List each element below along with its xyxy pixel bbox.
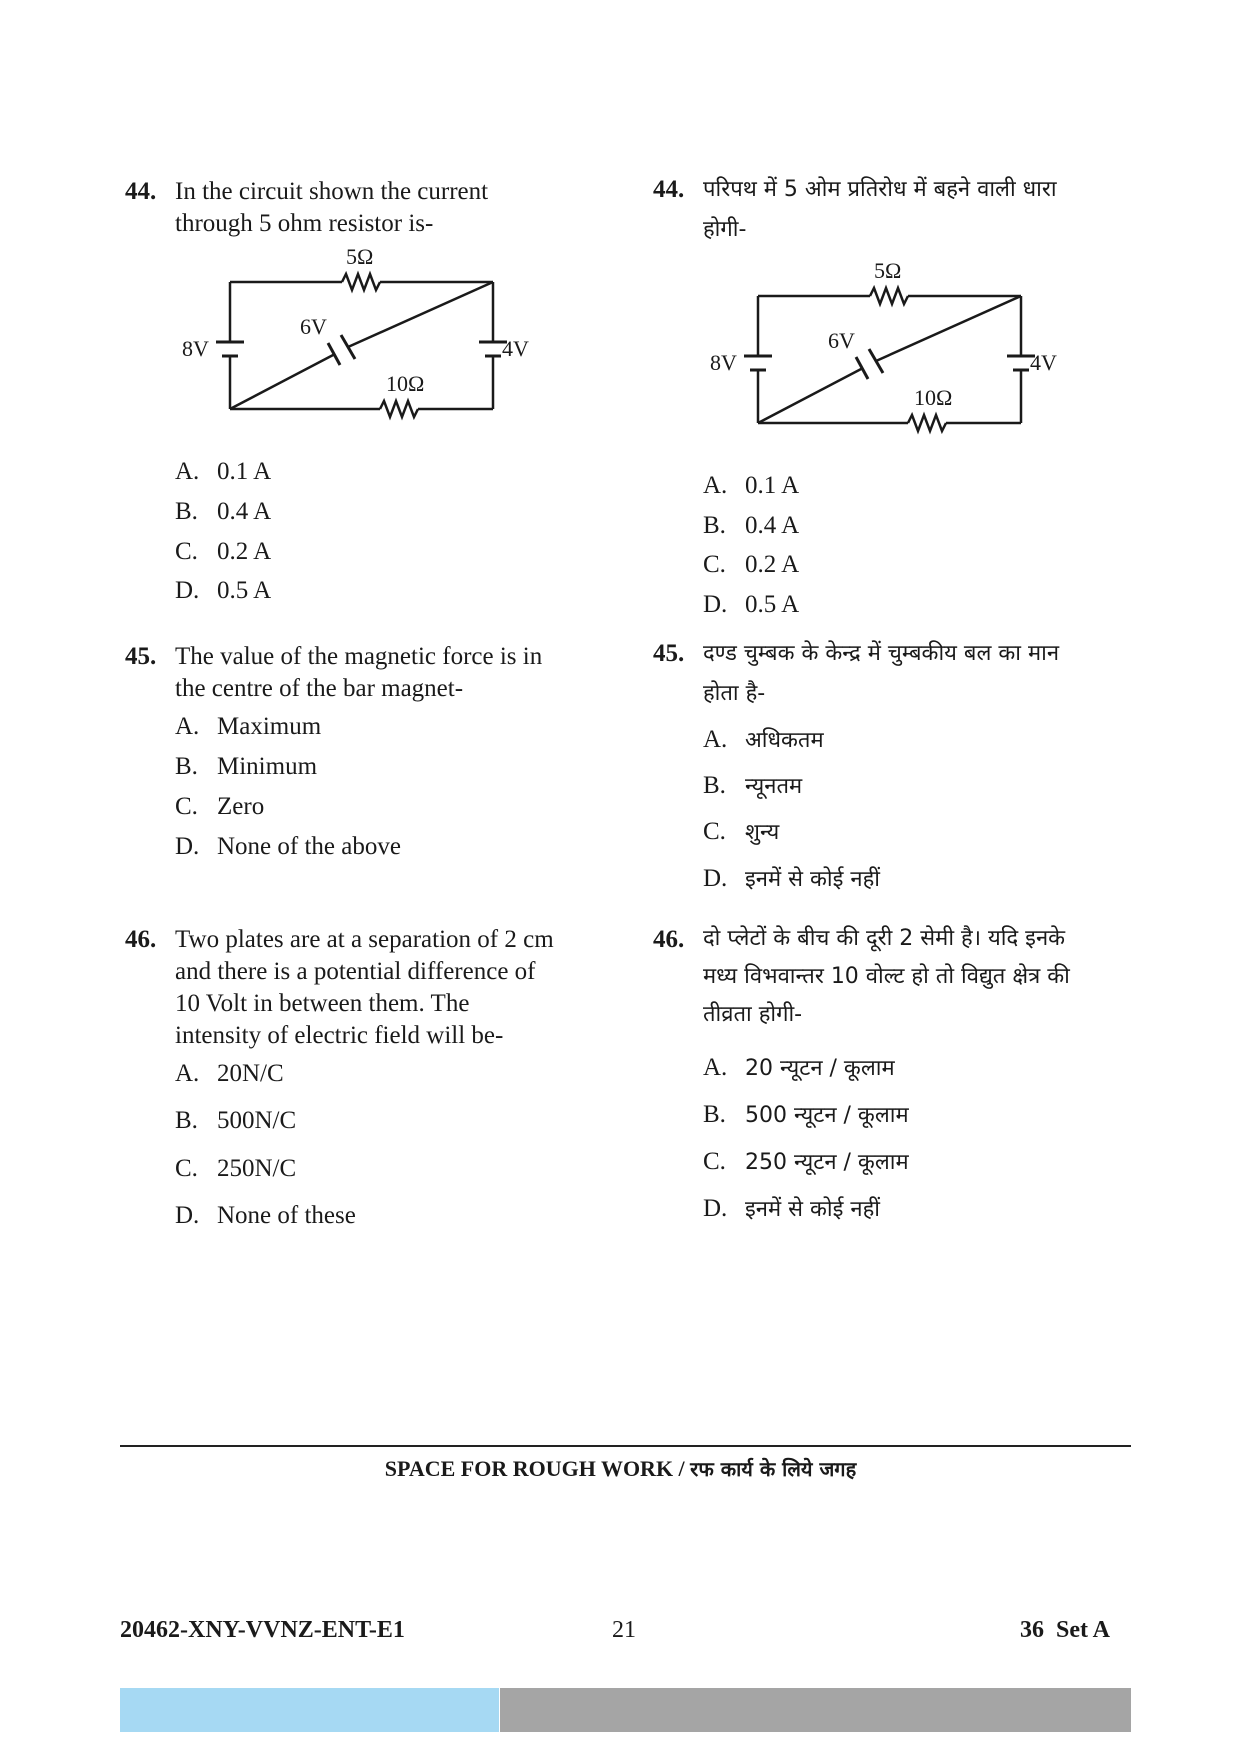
battery-diag-plate-a	[856, 357, 868, 379]
option-a[interactable]: A. 20N/C	[175, 1060, 284, 1087]
label-4v: 4V	[502, 336, 529, 361]
option-a[interactable]: A. 20 न्यूटन / कूलाम	[703, 1054, 895, 1081]
question-number: 45.	[125, 643, 157, 670]
question-line: होता है-	[703, 681, 766, 706]
question-line: होगी-	[703, 217, 747, 242]
question-number: 46.	[125, 926, 157, 953]
question-line: Two plates are at a separation of 2 cm	[175, 926, 554, 953]
question-line: The value of the magnetic force is in	[175, 643, 543, 670]
question-line: दण्ड चुम्बक के केन्द्र में चुम्बकीय बल का मान	[703, 641, 1060, 666]
circuit-diagram	[708, 258, 1057, 440]
label-4v: 4V	[1030, 350, 1057, 375]
question-number: 46.	[653, 926, 685, 953]
resistor-10-ohm	[908, 415, 946, 431]
label-8v: 8V	[710, 350, 737, 375]
option-c[interactable]: C. Zero	[175, 793, 265, 820]
option-b[interactable]: B. 0.4 A	[175, 498, 272, 525]
question-number: 45.	[653, 640, 685, 667]
option-a[interactable]: A. अधिकतम	[703, 726, 824, 753]
question-45-en	[125, 641, 645, 861]
option-b[interactable]: B. 500 न्यूटन / कूलाम	[703, 1101, 909, 1128]
option-c[interactable]: C. 0.2 A	[175, 538, 272, 565]
booklet-code: 20462-XNY-VVNZ-ENT-E1	[120, 1617, 405, 1643]
rough-work-divider	[120, 1445, 1131, 1447]
option-b[interactable]: B. न्यूनतम	[703, 772, 803, 799]
option-d[interactable]: D. इनमें से कोई नहीं	[703, 865, 881, 892]
label-6v: 6V	[828, 328, 855, 353]
question-text	[703, 170, 1057, 250]
question-line: परिपथ में 5 ओम प्रतिरोध में बहने वाली धारा	[703, 177, 1057, 202]
question-number: 44.	[653, 176, 685, 203]
option-c[interactable]: C. शुन्य	[703, 818, 780, 845]
option-a[interactable]: A. 0.1 A	[703, 472, 800, 499]
label-6v: 6V	[300, 314, 327, 339]
question-text	[703, 920, 1070, 1034]
option-c[interactable]: C. 250N/C	[175, 1155, 297, 1182]
question-45-hi	[653, 638, 1153, 898]
option-d[interactable]: D. 0.5 A	[703, 591, 800, 618]
option-d[interactable]: D. None of these	[175, 1202, 356, 1229]
question-text	[175, 924, 554, 1052]
label-5-ohm: 5Ω	[346, 244, 374, 269]
resistor-5-ohm	[342, 274, 380, 290]
resistor-10-ohm	[380, 401, 418, 417]
page-number: 21	[612, 1617, 636, 1643]
option-a[interactable]: A. Maximum	[175, 713, 322, 740]
question-44-en	[125, 176, 645, 616]
label-8v: 8V	[182, 336, 209, 361]
option-d[interactable]: D. 0.5 A	[175, 577, 272, 604]
question-line: दो प्लेटों के बीच की दूरी 2 सेमी है। यदि इनके	[703, 926, 1066, 951]
question-text	[175, 641, 542, 705]
question-46-hi	[653, 924, 1153, 1244]
option-a[interactable]: A. 0.1 A	[175, 458, 272, 485]
question-line: तीव्रता होगी-	[703, 1002, 803, 1027]
question-line: the centre of the bar magnet-	[175, 675, 464, 702]
question-line: and there is a potential difference of	[175, 958, 536, 985]
option-b[interactable]: B. 500N/C	[175, 1107, 297, 1134]
label-10-ohm: 10Ω	[914, 385, 953, 410]
set-label: Set A	[1056, 1617, 1110, 1643]
label-10-ohm: 10Ω	[386, 371, 425, 396]
battery-diag-plate-b	[341, 335, 355, 359]
option-b[interactable]: B. 0.4 A	[703, 512, 800, 539]
rough-work-english: SPACE FOR ROUGH WORK /	[384, 1456, 691, 1481]
question-44-hi	[653, 174, 1153, 634]
question-line: through 5 ohm resistor is-	[175, 210, 434, 237]
rough-work-label	[0, 1455, 1241, 1482]
option-c[interactable]: C. 0.2 A	[703, 551, 800, 578]
resistor-5-ohm	[870, 288, 908, 304]
footer-bar-gray	[500, 1688, 1131, 1732]
option-d[interactable]: D. इनमें से कोई नहीं	[703, 1195, 881, 1222]
option-b[interactable]: B. Minimum	[175, 753, 318, 780]
label-5-ohm: 5Ω	[874, 258, 902, 283]
option-c[interactable]: C. 250 न्यूटन / कूलाम	[703, 1148, 909, 1175]
question-number: 44.	[125, 178, 157, 205]
battery-diag-plate-a	[328, 343, 340, 365]
question-text	[703, 634, 1059, 714]
battery-diag-plate-b	[869, 349, 883, 373]
question-line: मध्य विभवान्तर 10 वोल्ट हो तो विद्युत क्षेत्र की	[703, 964, 1070, 989]
option-d[interactable]: D. None of the above	[175, 833, 401, 860]
footer-bar-blue	[120, 1688, 499, 1732]
set-indicator	[1020, 1617, 1110, 1644]
booklet-number: 36	[1020, 1617, 1044, 1643]
circuit-diagram	[180, 244, 529, 426]
question-line: intensity of electric field will be-	[175, 1022, 504, 1049]
question-line: In the circuit shown the current	[175, 178, 489, 205]
question-46-en	[125, 924, 645, 1244]
question-text	[175, 176, 488, 240]
rough-work-hindi: रफ कार्य के लिये जगह	[690, 1457, 857, 1481]
question-line: 10 Volt in between them. The	[175, 990, 470, 1017]
